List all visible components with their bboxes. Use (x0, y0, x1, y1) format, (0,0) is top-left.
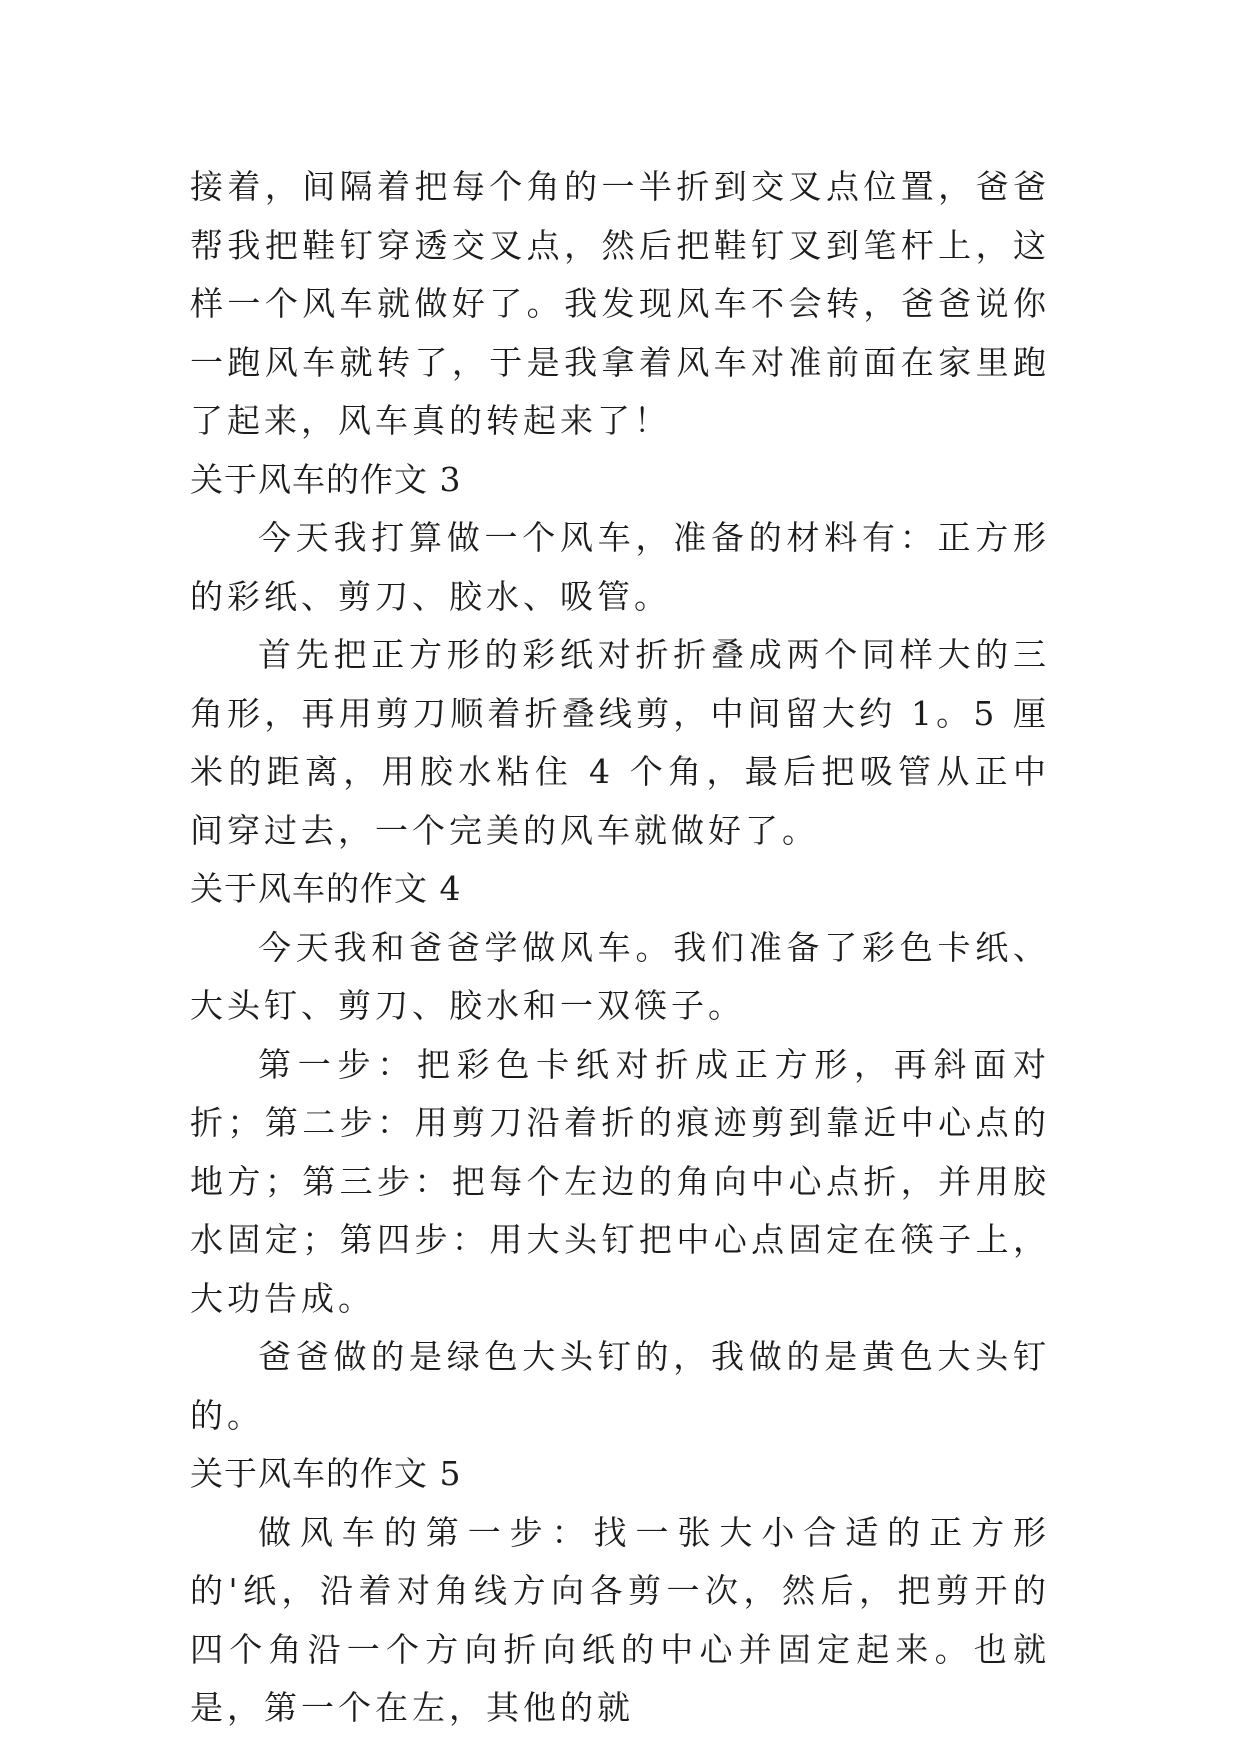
body-paragraph: 接着，间隔着把每个角的一半折到交叉点位置，爸爸帮我把鞋钉穿透交叉点，然后把鞋钉叉到笔杆上，这样一个风车就做好了。我发现风车不会转，爸爸说你一跑风车就转了，于是我拿着风车对准前面在家里跑了起来，风车真的转起来了！ (190, 167, 1050, 440)
body-paragraph: 第一步：把彩色卡纸对折成正方形，再斜面对折；第二步：用剪刀沿着折的痕迹剪到靠近中心点的地方；第三步：把每个左边的角向中心点折，并用胶水固定；第四步：用大头钉把中心点固定在筷子上，大功告成。 (190, 1044, 1050, 1318)
body-paragraph: 爸爸做的是绿色大头钉的，我做的是黄色大头钉的。 (190, 1337, 1050, 1435)
section-heading: 关于风车的作文 5 (190, 1454, 462, 1493)
body-paragraph: 今天我和爸爸学做风车。我们准备了彩色卡纸、大头钉、剪刀、胶水和一双筷子。 (190, 927, 1050, 1025)
section-heading: 关于风车的作文 3 (190, 459, 462, 499)
document-body (190, 158, 1050, 1738)
body-paragraph: 今天我打算做一个风车，准备的材料有：正方形的彩纸、剪刀、胶水、吸管。 (190, 518, 1050, 616)
body-paragraph: 做风车的第一步：找一张大小合适的正方形的'纸，沿着对角线方向各剪一次，然后，把剪开的四个角沿一个方向折向纸的中心并固定起来。也就是，第一个在左，其他的就 (190, 1512, 1050, 1727)
body-paragraph: 首先把正方形的彩纸对折折叠成两个同样大的三角形，再用剪刀顺着折叠线剪，中间留大约 1。5 厘米的距离，用胶水粘住 4 个角，最后把吸管从正中间穿过去，一个完美的风车就做好了。 (190, 635, 1050, 850)
section-heading: 关于风车的作文 4 (190, 869, 462, 908)
